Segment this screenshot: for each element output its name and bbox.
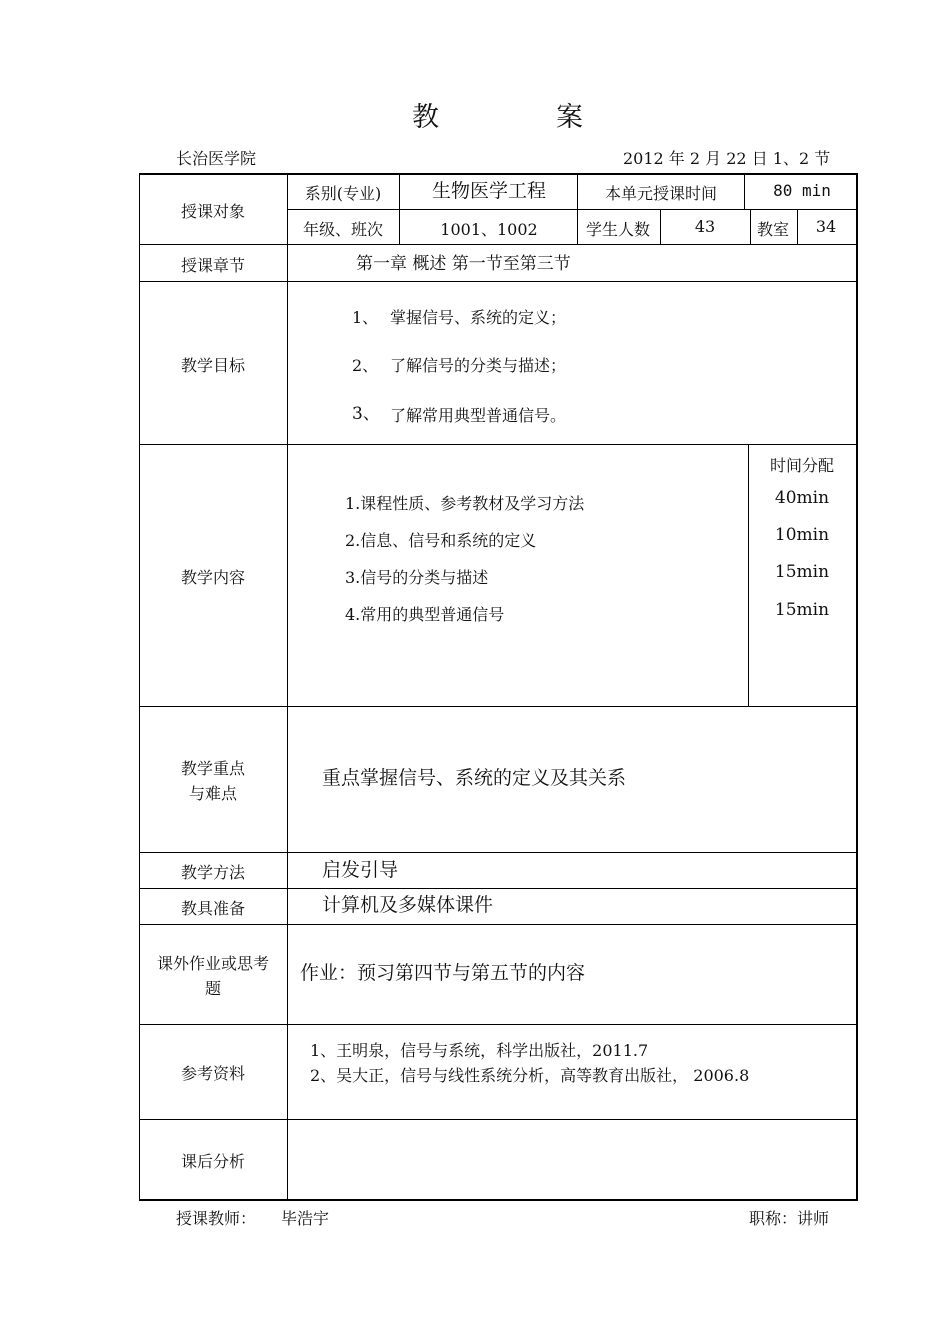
goal-item: 了解常用典型普通信号。 <box>390 406 567 425</box>
goal-item: 掌握信号、系统的定义； <box>390 308 567 327</box>
chapter-value: 第一章 概述 第一节至第三节 <box>356 254 571 274</box>
content-time: 15min <box>774 600 830 620</box>
content-item: 1.课程性质、参考教材及学习方法 <box>345 494 585 513</box>
teacher-name: 毕浩宇 <box>281 1209 330 1228</box>
tools-value: 计算机及多媒体课件 <box>322 894 494 916</box>
content-item: 2.信息、信号和系统的定义 <box>345 531 537 550</box>
date-line: 2012 年 2 月 22 日 1、2 节 <box>623 149 831 168</box>
target-label: 授课对象 <box>180 202 246 221</box>
page-title-right: 案 <box>556 102 585 133</box>
page-title-left: 教 <box>412 102 441 133</box>
dept-value: 生物医学工程 <box>431 180 547 202</box>
goal-number: 1、 <box>352 308 379 327</box>
reference-item: 1、王明泉，信号与系统，科学出版社，2011.7 <box>310 1041 649 1060</box>
content-item: 3.信号的分类与描述 <box>345 568 489 587</box>
chapter-label: 授课章节 <box>180 256 246 275</box>
room-label: 教室 <box>756 220 790 239</box>
key-value: 重点掌握信号、系统的定义及其关系 <box>322 767 627 789</box>
key-label-line1: 教学重点 <box>180 759 246 778</box>
students-value: 43 <box>694 217 716 236</box>
school-name: 长治医学院 <box>176 149 257 168</box>
homework-label-line1: 课外作业或思考 <box>156 954 270 973</box>
content-item: 4.常用的典型普通信号 <box>345 605 505 624</box>
grade-value: 1001、1002 <box>440 220 538 239</box>
content-time: 10min <box>774 525 830 545</box>
key-label-line2: 与难点 <box>188 784 238 803</box>
homework-value: 作业：预习第四节与第五节的内容 <box>300 962 586 984</box>
room-value: 34 <box>815 217 837 236</box>
goal-item: 了解信号的分类与描述； <box>390 356 567 375</box>
content-time: 15min <box>774 562 830 582</box>
grade-label: 年级、班次 <box>302 220 384 239</box>
goals-label: 教学目标 <box>180 356 246 375</box>
content-time: 40min <box>774 488 830 508</box>
time-allocation-header: 时间分配 <box>769 456 835 475</box>
homework-label-line2: 题 <box>204 979 222 998</box>
dept-label: 系别(专业) <box>304 184 382 203</box>
goal-number: 2、 <box>352 356 379 375</box>
students-label: 学生人数 <box>585 220 651 239</box>
teacher-label: 授课教师： <box>176 1209 257 1228</box>
unit-time-label: 本单元授课时间 <box>604 184 718 203</box>
reference-item: 2、吴大正，信号与线性系统分析，高等教育出版社， 2006.8 <box>310 1066 750 1085</box>
unit-time-value: 80 min <box>773 181 831 200</box>
teacher-rank: 职称：讲师 <box>749 1209 830 1228</box>
content-label: 教学内容 <box>180 568 246 587</box>
method-label: 教学方法 <box>180 863 246 882</box>
references-label: 参考资料 <box>180 1064 246 1083</box>
goal-number: 3、 <box>352 404 380 424</box>
method-value: 启发引导 <box>322 859 399 881</box>
analysis-label: 课后分析 <box>180 1152 246 1171</box>
tools-label: 教具准备 <box>180 899 246 918</box>
